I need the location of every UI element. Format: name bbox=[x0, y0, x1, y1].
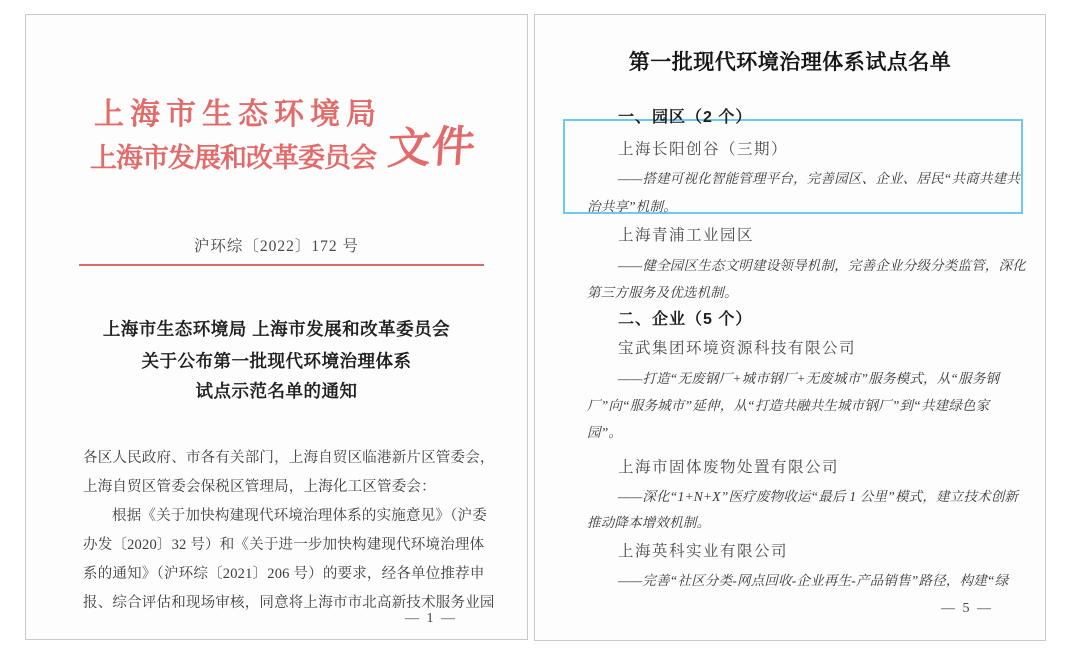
body-text-line: 系的通知》（沪环综〔2021〕206 号）的要求，经各单位推荐申 bbox=[83, 566, 485, 582]
entry-description-line: 第三方服务及优选机制。 bbox=[587, 285, 738, 300]
body-text-line: 报、综合评估和现场审核，同意将上海市市北高新技术服务业园 bbox=[83, 595, 495, 611]
entry-description-line: 治共享”机制。 bbox=[587, 199, 677, 214]
entry-name: 上海英科实业有限公司 bbox=[618, 543, 789, 560]
body-text-line: 办发〔2020〕32 号）和《关于进一步加快构建现代环境治理体 bbox=[83, 537, 485, 553]
entry-description-line: ——健全园区生态文明建设领导机制，完善企业分级分类监管，深化 bbox=[618, 258, 1027, 273]
body-text-line: 根据《关于加快构建现代环境治理体系的实施意见》（沪委 bbox=[112, 508, 487, 524]
entry-description-line: ——打造“无废钢厂+城市钢厂+无废城市”服务模式，从“服务钢 bbox=[618, 371, 1000, 386]
letterhead-agency-line1: 上海市生态环境局 bbox=[94, 98, 382, 131]
page-number: — 1 — bbox=[405, 611, 457, 626]
entry-name: 宝武集团环境资源科技有限公司 bbox=[618, 340, 857, 357]
body-text-line: 上海自贸区管委会保税区管理局，上海化工区管委会： bbox=[83, 479, 436, 495]
entry-description-line: 厂”向“服务城市”延伸，从“打造共融共生城市钢厂”到“共建绿色家 bbox=[587, 398, 990, 413]
document-page-left bbox=[25, 14, 528, 640]
letterhead-doc-type: 文件 bbox=[385, 122, 478, 174]
letterhead-divider-rule bbox=[79, 264, 484, 266]
entry-name: 上海市固体废物处置有限公司 bbox=[618, 459, 840, 476]
notice-title-line: 关于公布第一批现代环境治理体系 bbox=[141, 351, 412, 371]
entry-description-line: ——深化“1+N+X”医疗废物收运“最后 1 公里”模式，建立技术创新 bbox=[618, 489, 1019, 504]
entry-name: 上海长阳创谷（三期） bbox=[618, 141, 789, 158]
entry-description-line: ——搭建可视化智能管理平台，完善园区、企业、居民“共商共建共 bbox=[618, 171, 1021, 186]
document-page-right bbox=[534, 14, 1046, 641]
entry-description-line: 园”。 bbox=[587, 425, 623, 440]
body-text-line: 各区人民政府、市各有关部门，上海自贸区临港新片区管委会， bbox=[83, 450, 495, 466]
list-title: 第一批现代环境治理体系试点名单 bbox=[628, 51, 952, 74]
notice-title-line: 上海市生态环境局 上海市发展和改革委员会 bbox=[102, 319, 451, 339]
notice-title-line: 试点示范名单的通知 bbox=[195, 381, 358, 401]
entry-description-line: ——完善“社区分类-网点回收-企业再生-产品销售”路径，构建“绿 bbox=[618, 573, 1009, 588]
document-number: 沪环综〔2022〕172 号 bbox=[193, 238, 360, 255]
section-heading-parks: 一、园区（2 个） bbox=[618, 109, 753, 126]
page-number: — 5 — bbox=[941, 601, 993, 616]
entry-description-line: 推动降本增效机制。 bbox=[587, 515, 711, 530]
letterhead-agency-line2: 上海市发展和改革委员会 bbox=[90, 143, 376, 173]
entry-name: 上海青浦工业园区 bbox=[618, 227, 755, 244]
section-heading-enterprises: 二、企业（5 个） bbox=[618, 311, 753, 328]
